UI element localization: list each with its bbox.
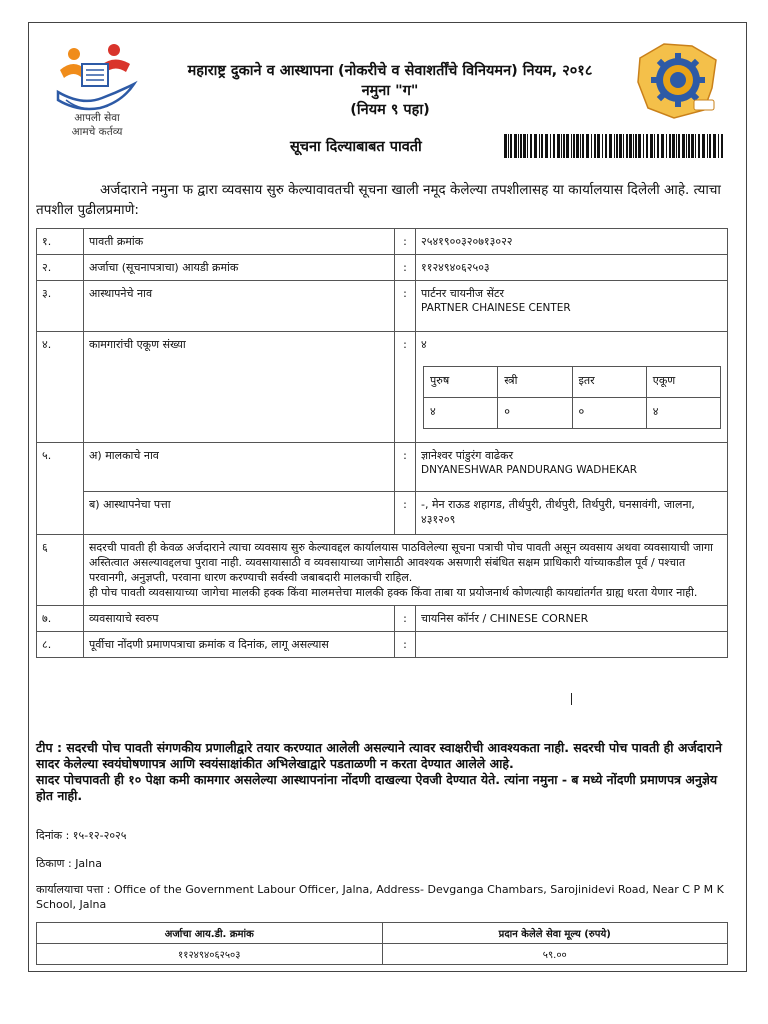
tagline-line1: आपली सेवा bbox=[74, 112, 120, 124]
office-address: कार्यालयाचा पत्ता : Office of the Government Labour Officer, Jalna, Address- Devganga Chambars, Sarojinidevi Road, Near C P M K School, Jalna bbox=[36, 883, 724, 911]
workers-value-row bbox=[424, 398, 721, 429]
row-number: २. bbox=[37, 255, 84, 281]
maharashtra-labour-emblem bbox=[634, 38, 722, 122]
owner-name-label: अ) मालकाचे नाव bbox=[84, 443, 395, 492]
service-fee-header: प्रदान केलेले सेवा मूल्य (रुपये) bbox=[382, 923, 728, 944]
workers-breakdown-table bbox=[423, 366, 721, 429]
workers-value-other: ० bbox=[572, 398, 646, 429]
fee-table bbox=[36, 922, 728, 965]
previous-registration-label: पूर्वीचा नोंदणी प्रमाणपत्राचा क्रमांक व दिनांक, लागू असल्यास bbox=[84, 632, 395, 658]
row-number: १. bbox=[37, 229, 84, 255]
previous-registration-value bbox=[416, 632, 728, 658]
workers-header-row bbox=[424, 367, 721, 398]
table-row bbox=[37, 606, 728, 632]
barcode-icon bbox=[504, 134, 726, 158]
table-row bbox=[37, 229, 728, 255]
establishment-name-label: आस्थापनेचे नाव bbox=[84, 281, 395, 332]
row-number: ३. bbox=[37, 281, 84, 332]
note-line-1: टीप : सदरची पोच पावती संगणकीय प्रणालीद्वारे तयार करण्यात आलेली असल्याने त्यावर स्वाक्षरीची आवश्यकता नाही. सदरची पोच पावती ही अर्जदाराने सादर केलेल्या स्वयंघोषणापत्र आणि स्वयंसाक्षांकीत अभिलेखाद्वारे पडताळणी न करता देण्यात आलेले आहे. bbox=[36, 740, 722, 771]
fee-table-header bbox=[37, 923, 728, 944]
row-number: ८. bbox=[37, 632, 84, 658]
issue-place: ठिकाण : Jalna bbox=[36, 857, 102, 870]
receipt-details-table bbox=[36, 228, 728, 658]
application-id-label: अर्जाचा (सूचनापत्राचा) आयडी क्रमांक bbox=[84, 255, 395, 281]
table-row bbox=[37, 332, 728, 443]
row-number: ६ bbox=[37, 535, 84, 606]
establishment-address-value: -, मेन राऊड शहागड, तीर्थपुरी, तीर्थपुरी, तिर्थपुरी, घनसावंगी, जालना, ४३१२०९ bbox=[416, 492, 728, 535]
row-number: ५. bbox=[37, 443, 84, 535]
disclaimer-paragraph-1: सदरची पावती ही केवळ अर्जदाराने त्याचा व्यवसाय सुरु केल्यावद्दल कार्यालयास पाठविलेल्या सूचना पत्राची पोच पावती असून व्यवसाय अथवा व्यवसायाची जागा अस्तित्वात असल्यावद्दलचा पुरावा नाही. व्यवसायासाठी व व्यवसायाच्या जागेसाठी आवश्यक असणारी संबंधित सक्षम प्राधिकारी यांच्याकडील पूर्व / पश्चात परवानगी, अनुज्ञप्ती, परवाना धारण करण्याची सर्वस्वी जबाबदारी मालकाची राहिल. bbox=[89, 541, 714, 584]
separator: : bbox=[395, 332, 416, 443]
receipt-title: सूचना दिल्याबाबत पावती bbox=[290, 139, 422, 155]
row-number: ७. bbox=[37, 606, 84, 632]
separator: : bbox=[395, 443, 416, 492]
rule-reference: (नियम ९ पहा) bbox=[350, 102, 430, 118]
table-row bbox=[37, 632, 728, 658]
workers-header-female: स्त्री bbox=[498, 367, 572, 398]
note-block bbox=[36, 740, 736, 804]
owner-name-cell bbox=[416, 443, 728, 492]
form-name: नमुना "ग" bbox=[361, 83, 419, 99]
form-title: महाराष्ट्र दुकाने व आस्थापना (नोकरीचे व सेवाशर्तींचे विनियमन) नियम, २०१८ bbox=[187, 63, 593, 79]
workers-value-female: ० bbox=[498, 398, 572, 429]
worker-count-cell bbox=[416, 332, 728, 443]
tagline-line2: आमचे कर्तव्य bbox=[71, 126, 123, 138]
separator: : bbox=[395, 606, 416, 632]
service-fee-cell: ५९.०० bbox=[382, 944, 728, 965]
business-nature-label: व्यवसायाचे स्वरुप bbox=[84, 606, 395, 632]
owner-name-value: ज्ञानेश्वर पांडुरंग वाढेकर bbox=[421, 449, 514, 462]
application-id-header: अर्जाचा आय.डी. क्रमांक bbox=[37, 923, 383, 944]
intro-paragraph: अर्जदाराने नमुना फ द्वारा व्यवसाय सुरु केल्यावावतची सूचना खाली नमूद केलेल्या तपशीलासह या कार्यालयास दिलेली आहे. त्याचा तपशील पुढीलप्रमाणे: bbox=[36, 182, 721, 218]
application-id-value: ११२४९४०६२५०३ bbox=[416, 255, 728, 281]
disclaimer-paragraph-2: ही पोच पावती व्यवसायाच्या जागेचा मालकी हक्क किंवा मालमत्तेचा मालकी हक्क किंवा ताबा या प्रयोजनार्थ कोणत्याही कायद्यांतर्गत ग्राह्य धरता येणार नाही. bbox=[89, 586, 698, 599]
table-row bbox=[37, 492, 728, 535]
receipt-number-label: पावती क्रमांक bbox=[84, 229, 395, 255]
separator: : bbox=[395, 492, 416, 535]
table-row bbox=[37, 281, 728, 332]
worker-count-label: कामगारांची एकूण संख्या bbox=[84, 332, 395, 443]
workers-header-other: इतर bbox=[572, 367, 646, 398]
row-number: ४. bbox=[37, 332, 84, 443]
note-line-2: सादर पोचपावती ही १० पेक्षा कमी कामगार असलेल्या आस्थापनांना नोंदणी दाखल्या ऐवजी देण्यात येते. त्यांना नमुना - ब मध्ये नोंदणी प्रमाणपत्र अनुज्ञेय होत नाही. bbox=[36, 772, 718, 803]
establishment-name-cell bbox=[416, 281, 728, 332]
table-row bbox=[37, 255, 728, 281]
workers-value-male: ४ bbox=[424, 398, 498, 429]
application-id-cell: ११२४९४०६२५०३ bbox=[37, 944, 383, 965]
establishment-address-label: ब) आस्थापनेचा पत्ता bbox=[84, 492, 395, 535]
table-row bbox=[37, 443, 728, 492]
establishment-name-english: PARTNER CHAINESE CENTER bbox=[421, 302, 571, 314]
issue-date: दिनांक : १५-१२-२०२५ bbox=[36, 829, 127, 842]
owner-name-english: DNYANESHWAR PANDURANG WADHEKAR bbox=[421, 464, 638, 476]
establishment-name-value: पार्टनर चायनीज सेंटर bbox=[421, 287, 505, 300]
separator: : bbox=[395, 255, 416, 281]
separator: : bbox=[395, 229, 416, 255]
business-nature-value: चायनिस कॉर्नर / CHINESE CORNER bbox=[416, 606, 728, 632]
text-cursor bbox=[571, 693, 572, 705]
table-row bbox=[37, 535, 728, 606]
fee-table-row bbox=[37, 944, 728, 965]
worker-count-value: ४ bbox=[421, 338, 427, 351]
separator: : bbox=[395, 632, 416, 658]
workers-header-total: एकूण bbox=[646, 367, 720, 398]
workers-value-total: ४ bbox=[646, 398, 720, 429]
receipt-number-value: २५४१९००३२०७१३०२२ bbox=[416, 229, 728, 255]
separator: : bbox=[395, 281, 416, 332]
workers-header-male: पुरुष bbox=[424, 367, 498, 398]
disclaimer-cell bbox=[84, 535, 728, 606]
